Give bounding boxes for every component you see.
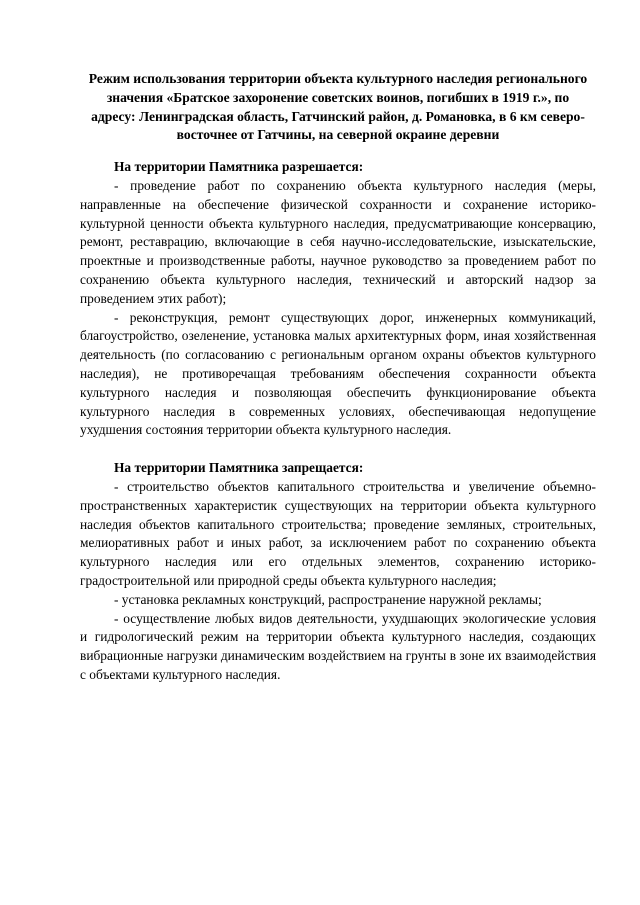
document-title: Режим использования территории объекта культурного наследия регионального значения «Братское захоронение советских воинов, погибших в 1919 г.», по адресу: Ленинградская область, Гатчинский район, д. Романовка, в 6 км северо-восточнее от Гатчины, на северной окраине деревни: [88, 71, 588, 143]
allowed-heading: На территории Памятника разрешается:: [114, 159, 364, 175]
document-page: [80, 70, 596, 685]
section-spacer: [80, 440, 596, 459]
allowed-item-2: - реконструкция, ремонт существующих дорог, инженерных коммуникаций, благоустройство, озеленение, установка малых архитектурных форм, иная хозяйственная деятельность (по согласованию с региональным органом охраны объектов культурного наследия), не противоречащая требованиям обеспечения сохранности объекта культурного наследия и позволяющая обеспечить функционирование объекта культурного наследия в современных условиях, обеспечивающая недопущение ухудшения состояния территории объекта культурного наследия.: [80, 309, 596, 438]
forbidden-item-2: - установка рекламных конструкций, распространение наружной рекламы;: [114, 591, 542, 607]
forbidden-item-1: - строительство объектов капитального строительства и увеличение объемно-пространственных характеристик существующих на территории объекта культурного наследия объектов капитального строительства; проведение земляных, строительных, мелиоративных работ и иных работ, за исключением работ по сохранению объекта культурного наследия или его отдельных элементов, сохранению историко-градостроительной или природной среды объекта культурного наследия;: [80, 478, 596, 588]
forbidden-item-3: - осуществление любых видов деятельности, ухудшающих экологические условия и гидрологический режим на территории объекта культурного наследия, создающих вибрационные нагрузки динамическим воздействием на грунты в зоне их взаимодействия с объектами культурного наследия.: [80, 610, 596, 682]
allowed-item-1: - проведение работ по сохранению объекта культурного наследия (меры, направленные на обеспечение физической сохранности и сохранение историко-культурной ценности объекта культурного наследия, предусматривающие консервацию, ремонт, реставрацию, включающие в себя научно-исследовательские, изыскательские, проектные и производственные работы, научное руководство за проведением работ по сохранению объекта культурного наследия, технический и авторский надзор за проведением этих работ);: [80, 177, 596, 306]
forbidden-heading: На территории Памятника запрещается:: [114, 460, 364, 476]
